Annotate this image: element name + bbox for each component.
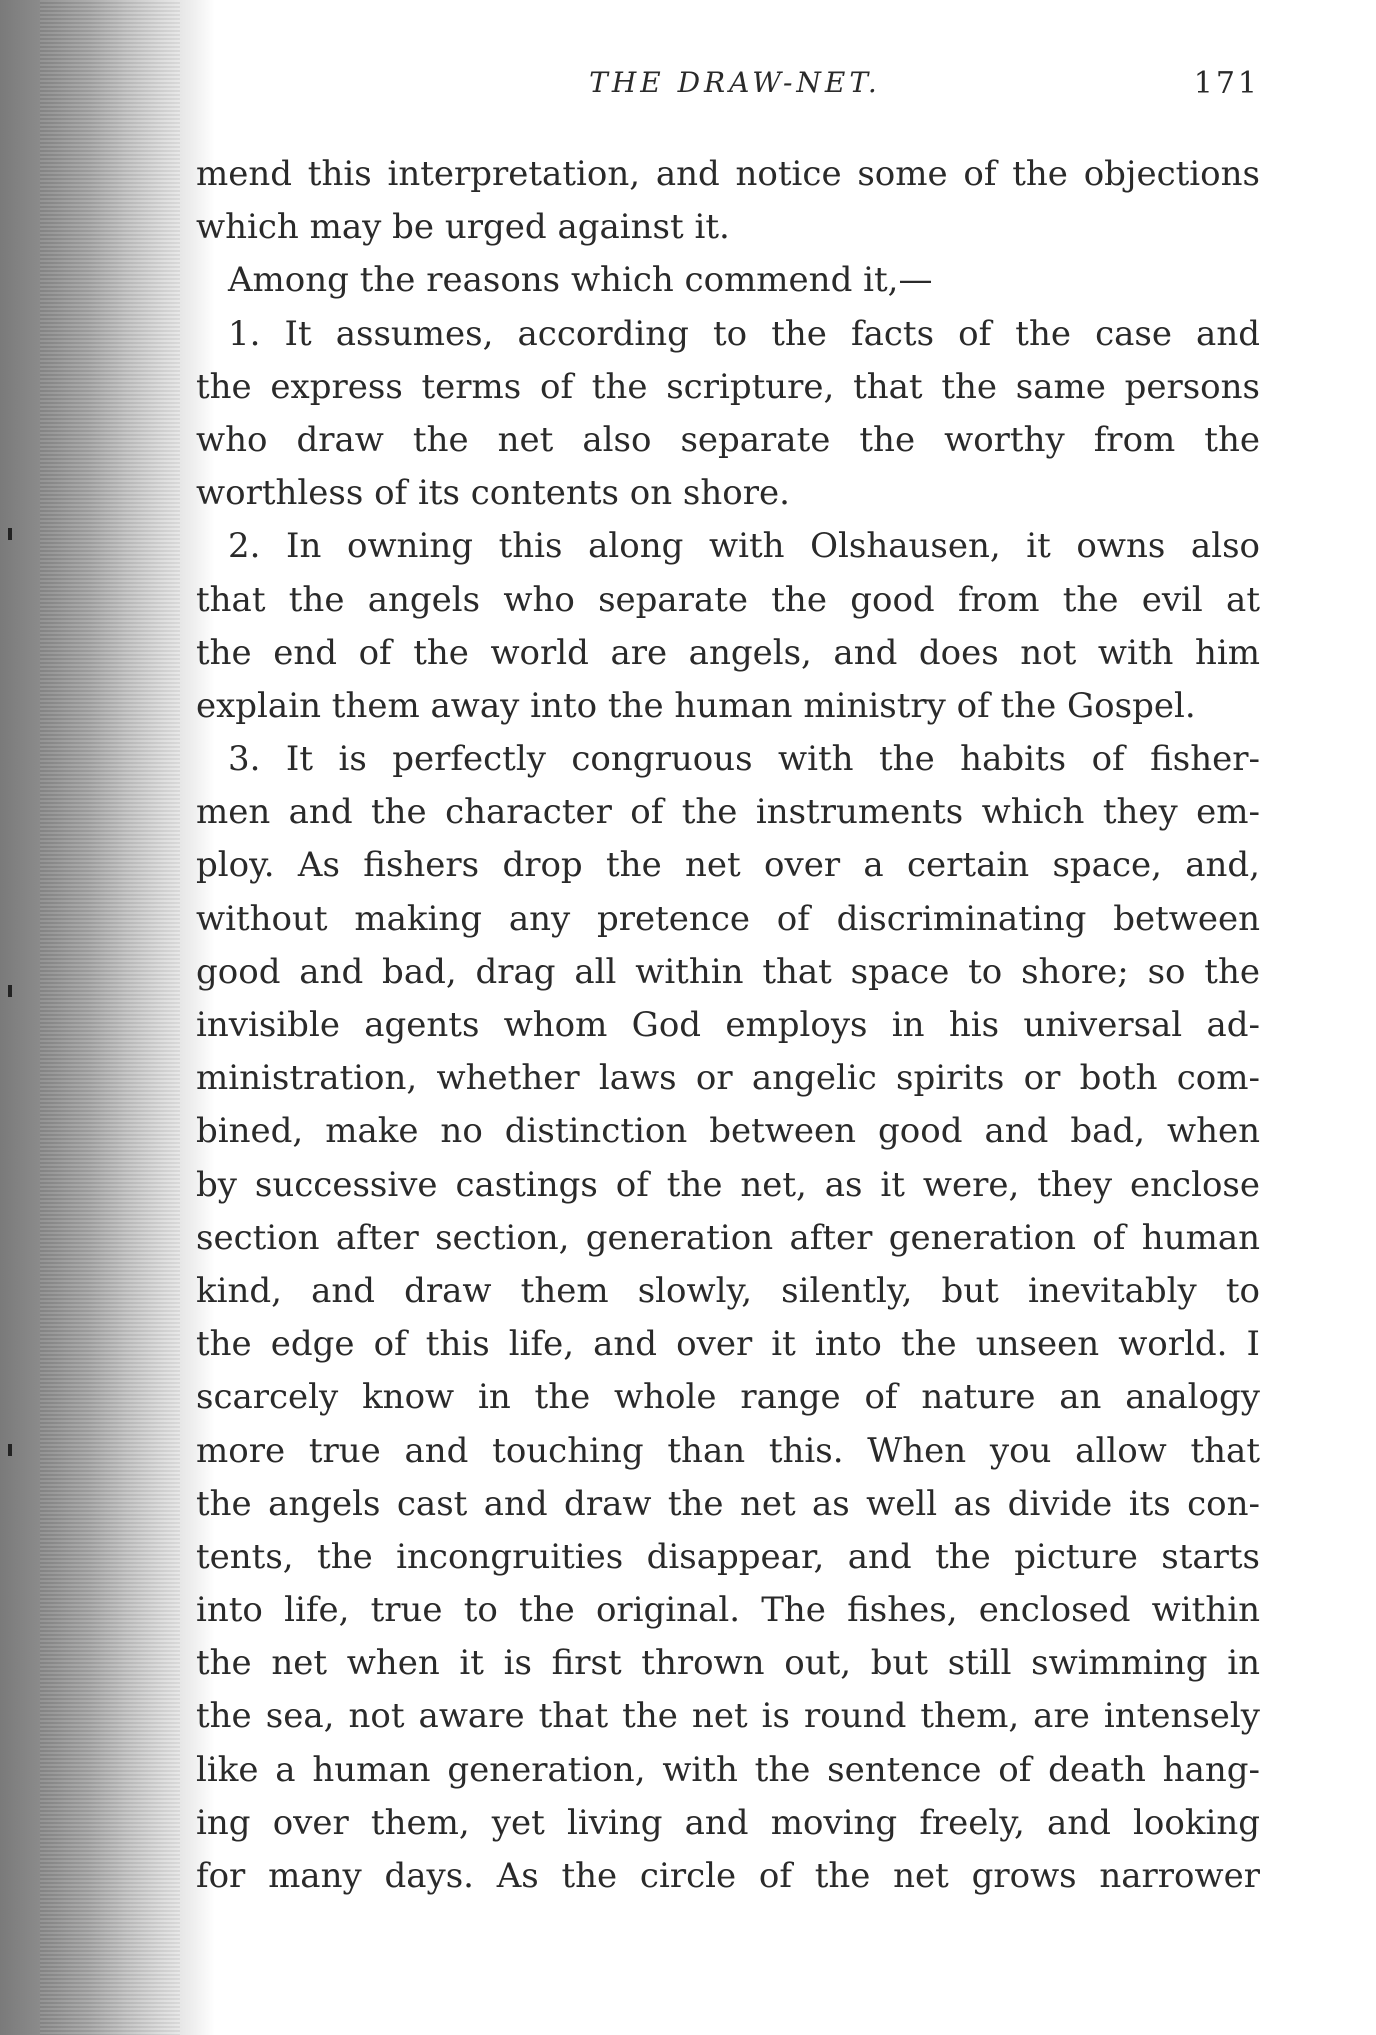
- text-line: the net when it is first thrown out, but still swimming in: [196, 1643, 1260, 1684]
- text-line: into life, true to the original. The fishes, enclosed within: [196, 1590, 1260, 1631]
- text-line: the sea, not aware that the net is round them, are intensely: [196, 1696, 1260, 1737]
- page-number: 171: [1193, 66, 1260, 101]
- text-line: Among the reasons which commend it,—: [228, 260, 933, 301]
- text-line: 1. It assumes, according to the facts of the case and: [228, 313, 1260, 354]
- text-line: invisible agents whom God employs in his universal ad-: [196, 1005, 1260, 1045]
- text-line: the end of the world are angels, and does not with him: [196, 632, 1260, 673]
- running-head: [210, 66, 1260, 106]
- margin-mark: [8, 528, 12, 540]
- text-line: 2. In owning this along with Olshausen, it owns also: [228, 526, 1260, 567]
- text-line: ministration, whether laws or angelic spirits or both com-: [196, 1058, 1260, 1099]
- text-line: by successive castings of the net, as it were, they enclose: [196, 1164, 1260, 1205]
- text-line: worthless of its contents on shore.: [196, 473, 790, 514]
- margin-mark: [8, 985, 12, 997]
- text-line: scarcely know in the whole range of nature an analogy: [196, 1377, 1260, 1418]
- text-line: explain them away into the human ministry of the Gospel.: [196, 685, 1196, 726]
- text-line: good and bad, drag all within that space to shore; so the: [196, 951, 1260, 992]
- text-line: section after section, generation after generation of human: [196, 1217, 1260, 1258]
- text-line: more true and touching than this. When you allow that: [196, 1430, 1260, 1471]
- margin-mark: [8, 1444, 12, 1456]
- text-line: for many days. As the circle of the net grows narrower: [196, 1856, 1260, 1896]
- text-line: kind, and draw them slowly, silently, but inevitably to: [196, 1270, 1260, 1311]
- text-line: ploy. As fishers drop the net over a certain space, and,: [196, 845, 1260, 886]
- scan-gutter-texture: [40, 0, 180, 2035]
- text-line: 3. It is perfectly congruous with the habits of fisher-: [228, 739, 1260, 780]
- text-line: mend this interpretation, and notice some of the objections: [196, 154, 1260, 194]
- text-line: that the angels who separate the good from the evil at: [196, 579, 1260, 620]
- text-line: which may be urged against it.: [196, 207, 730, 248]
- text-line: the edge of this life, and over it into the unseen world. I: [196, 1324, 1260, 1365]
- running-title: THE DRAW-NET.: [589, 66, 881, 99]
- text-line: the angels cast and draw the net as well as divide its con-: [196, 1483, 1260, 1524]
- text-line: who draw the net also separate the worthy from the: [196, 419, 1260, 460]
- text-line: like a human generation, with the sentence of death hang-: [196, 1749, 1260, 1790]
- text-line: tents, the incongruities disappear, and the picture starts: [196, 1536, 1260, 1577]
- text-line: without making any pretence of discriminating between: [196, 898, 1260, 939]
- body-text: [196, 148, 1260, 1903]
- text-line: bined, make no distinction between good and bad, when: [196, 1111, 1260, 1152]
- text-line: ing over them, yet living and moving freely, and looking: [196, 1802, 1260, 1843]
- text-line: men and the character of the instruments which they em-: [196, 792, 1260, 833]
- text-line: the express terms of the scripture, that the same persons: [196, 366, 1260, 407]
